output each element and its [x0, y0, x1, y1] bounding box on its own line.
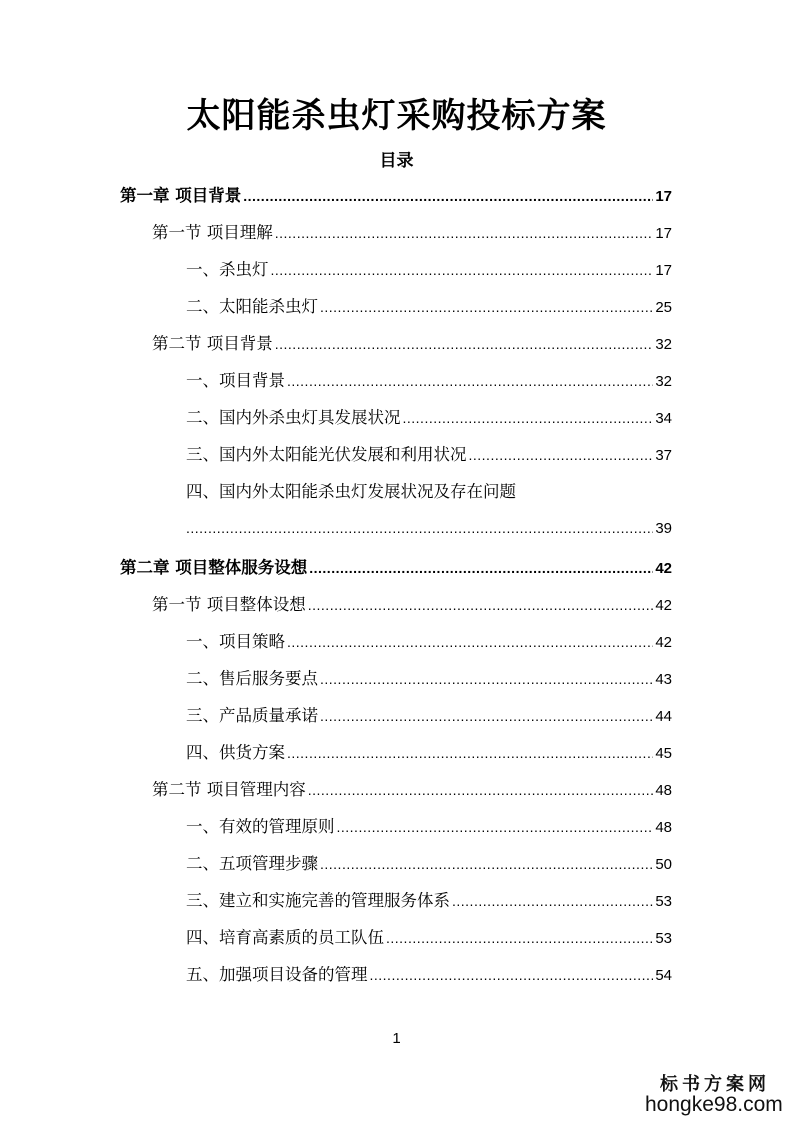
toc-label: 第一节 项目整体设想 [152, 595, 306, 614]
toc-label: 二、五项管理步骤 [186, 854, 318, 873]
toc-label: 一、项目策略 [186, 632, 285, 651]
toc-page: 32 [655, 373, 672, 390]
toc-label: 四、培育高素质的员工队伍 [186, 928, 384, 947]
toc-label: 第一节 项目理解 [152, 223, 273, 242]
toc-page: 25 [655, 299, 672, 316]
page-number: 1 [392, 1030, 401, 1047]
toc-leader-dots [469, 437, 654, 474]
toc-leader-dots [287, 735, 653, 772]
watermark-logo-text: 标书方案网 [660, 1074, 770, 1095]
toc-page: 17 [655, 225, 672, 242]
toc-entry-item[interactable] [186, 251, 672, 288]
toc-label: 第二节 项目背景 [152, 334, 273, 353]
toc-leader-dots [403, 400, 654, 437]
toc-leader-dots [287, 363, 653, 400]
toc-label: 第二章 项目整体服务设想 [120, 558, 308, 577]
toc-page: 50 [655, 856, 672, 873]
toc-entry-chapter-2[interactable] [120, 549, 672, 586]
toc-leader-dots [370, 957, 654, 994]
toc-page: 32 [655, 336, 672, 353]
toc-page: 42 [655, 597, 672, 614]
toc-page: 45 [655, 745, 672, 762]
toc-entry-section[interactable] [152, 214, 672, 251]
toc-leader-dots [308, 772, 654, 809]
toc-page: 48 [655, 782, 672, 799]
toc-leader-dots [243, 178, 653, 215]
document-title: 太阳能杀虫灯采购投标方案 [186, 96, 607, 136]
toc-entry-item[interactable] [186, 473, 672, 510]
toc-entry-chapter-1[interactable] [120, 177, 672, 214]
toc-leader-dots [287, 624, 653, 661]
toc-entry-item[interactable] [186, 436, 672, 473]
toc-label: 一、杀虫灯 [186, 260, 269, 279]
toc-entry-section[interactable] [152, 586, 672, 623]
toc-page: 44 [655, 708, 672, 725]
toc-label: 一、有效的管理原则 [186, 817, 335, 836]
toc-entry-item[interactable] [186, 288, 672, 325]
toc-entry-section[interactable] [152, 771, 672, 808]
toc-label: 三、国内外太阳能光伏发展和利用状况 [186, 445, 467, 464]
toc-entry-item[interactable] [186, 882, 672, 919]
toc-heading: 目录 [379, 151, 414, 171]
toc-entry-item-continuation[interactable] [186, 510, 672, 547]
toc-page: 43 [655, 671, 672, 688]
toc-entry-item[interactable] [186, 697, 672, 734]
toc-leader-dots [320, 289, 653, 326]
toc-label: 五、加强项目设备的管理 [186, 965, 368, 984]
toc-label: 三、建立和实施完善的管理服务体系 [186, 891, 450, 910]
toc-label: 二、售后服务要点 [186, 669, 318, 688]
toc-entry-item[interactable] [186, 956, 672, 993]
toc-leader-dots [320, 698, 653, 735]
toc-entry-item[interactable] [186, 399, 672, 436]
toc-page: 53 [655, 893, 672, 910]
toc-label: 三、产品质量承诺 [186, 706, 318, 725]
toc-page: 54 [655, 967, 672, 984]
toc-label: 四、供货方案 [186, 743, 285, 762]
toc-entry-section[interactable] [152, 325, 672, 362]
toc-entry-item[interactable] [186, 919, 672, 956]
toc-page: 42 [655, 634, 672, 651]
toc-page: 34 [655, 410, 672, 427]
toc-page: 17 [655, 262, 672, 279]
toc-page: 17 [655, 188, 672, 205]
toc-leader-dots [386, 920, 653, 957]
toc-entry-item[interactable] [186, 734, 672, 771]
toc-page: 48 [655, 819, 672, 836]
toc-leader-dots [308, 587, 654, 624]
toc-page: 39 [655, 520, 672, 537]
toc-entry-item[interactable] [186, 623, 672, 660]
toc-leader-dots [271, 252, 654, 289]
toc-leader-dots [186, 510, 653, 547]
watermark-url[interactable]: hongke98.com [645, 1093, 783, 1116]
toc-page: 42 [655, 560, 672, 577]
toc-label: 四、国内外太阳能杀虫灯发展状况及存在问题 [186, 482, 516, 501]
toc-entry-item[interactable] [186, 845, 672, 882]
toc-page: 37 [655, 447, 672, 464]
toc-leader-dots [337, 809, 654, 846]
toc-label: 第一章 项目背景 [120, 186, 242, 205]
toc-label: 第二节 项目管理内容 [152, 780, 306, 799]
toc-entry-item[interactable] [186, 660, 672, 697]
toc-label: 二、太阳能杀虫灯 [186, 297, 318, 316]
toc-page: 53 [655, 930, 672, 947]
toc-entry-item[interactable] [186, 362, 672, 399]
toc-leader-dots [275, 326, 654, 363]
toc-label: 二、国内外杀虫灯具发展状况 [186, 408, 401, 427]
toc-leader-dots [452, 883, 653, 920]
toc-leader-dots [320, 846, 653, 883]
toc-leader-dots [309, 550, 653, 587]
toc-label: 一、项目背景 [186, 371, 285, 390]
toc-leader-dots [320, 661, 653, 698]
toc-entry-item[interactable] [186, 808, 672, 845]
toc-leader-dots [275, 215, 654, 252]
